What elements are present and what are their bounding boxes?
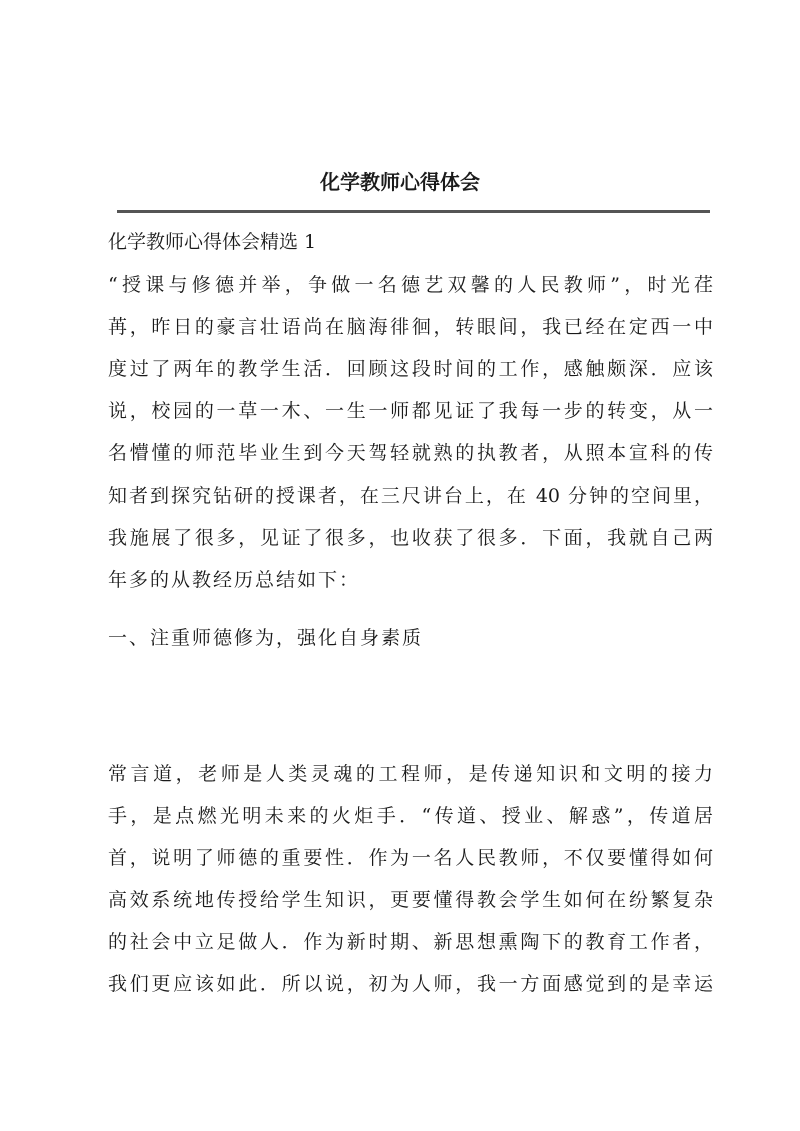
paragraph-line: 我们更应该如此．所以说，初为人师，我一方面感觉到的是幸运 [108,973,713,995]
paragraph-line: 的社会中立足做人．作为新时期、新思想熏陶下的教育工作者， [108,931,713,953]
paragraph-line: 高效系统地传授给学生知识，更要懂得教会学生如何在纷繁复杂 [108,889,713,911]
paragraph-line: 说，校园的一草一木、一生一师都见证了我每一步的转变，从一 [108,400,713,422]
paragraph-line: 苒，昨日的豪言壮语尚在脑海徘徊，转眼间，我已经在定西一中 [108,316,713,338]
paragraph-line: 首，说明了师德的重要性．作为一名人民教师，不仅要懂得如何 [108,847,713,869]
paragraph-line: 常言道，老师是人类灵魂的工程师，是传递知识和文明的接力 [108,763,713,785]
paragraph-line: “授课与修德并举，争做一名德艺双馨的人民教师”，时光荏 [108,274,713,296]
paragraph-line: 度过了两年的教学生活．回顾这段时间的工作，感触颇深．应该 [108,358,713,380]
paragraph-line: 知者到探究钻研的授课者，在三尺讲台上，在 40 分钟的空间里， [108,485,713,507]
paragraph-line: 我施展了很多，见证了很多，也收获了很多．下面，我就自己两 [108,527,713,549]
title-divider [117,210,710,213]
section-heading: 一、注重师德修为，强化自身素质 [108,627,424,649]
document-title: 化学教师心得体会 [320,170,480,194]
paragraph-line: 名懵懂的师范毕业生到今天驾轻就熟的执教者，从照本宣科的传 [108,442,713,464]
section-subtitle: 化学教师心得体会精选 1 [108,231,317,253]
paragraph-line: 手，是点燃光明未来的火炬手．“传道、授业、解惑”，传道居 [108,805,713,827]
paragraph-line: 年多的从教经历总结如下： [108,569,361,591]
